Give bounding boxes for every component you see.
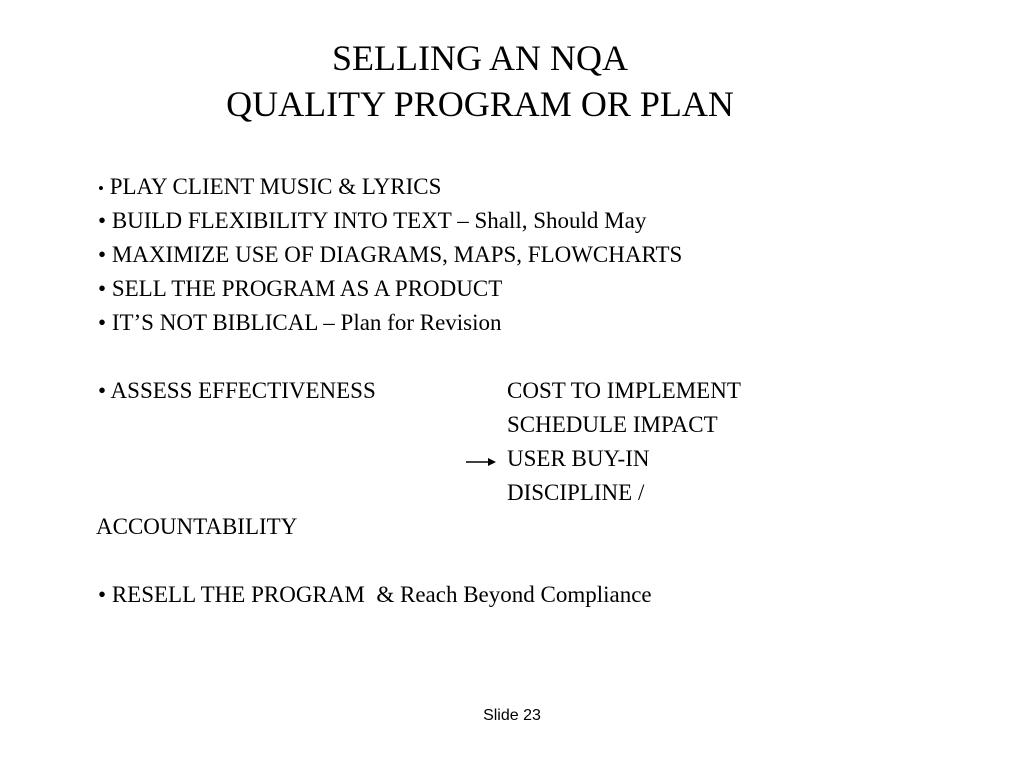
assess-item-schedule: SCHEDULE IMPACT [507,412,718,437]
bullet-item [98,240,682,270]
bullet-marker: • [98,378,107,403]
slide-title-line-1: SELLING AN NQA [332,38,628,78]
assess-item-accountability: ACCOUNTABILITY [96,514,298,539]
resell-text: RESELL THE PROGRAM [111,582,365,607]
assess-item-discipline: DISCIPLINE / [507,480,645,505]
resell-bullet [98,580,652,610]
assess-bullet [98,376,376,406]
bullet-text: BUILD FLEXIBILITY INTO TEXT [111,208,452,233]
bullet-item [98,172,441,204]
resell-tail: & Reach Beyond Compliance [376,582,652,607]
right-arrow-icon [466,456,496,468]
assess-item-buy-in: USER BUY-IN [507,446,650,471]
bullet-tail: Plan for Revision [340,310,502,335]
bullet-text: PLAY CLIENT MUSIC & LYRICS [109,174,442,199]
bullet-text: MAXIMIZE USE OF DIAGRAMS, MAPS, FLOWCHARTS [111,242,683,267]
bullet-item [98,274,502,304]
bullet-marker: • [98,208,107,233]
bullet-text: IT’S NOT BIBLICAL [111,310,318,335]
bullet-item [98,206,646,236]
bullet-marker: • [98,242,107,267]
bullet-dash: – [317,310,341,335]
bullet-text: SELL THE PROGRAM AS A PRODUCT [111,276,503,301]
slide-number: Slide 23 [483,707,541,724]
slide-title-line-2: QUALITY PROGRAM OR PLAN [226,84,734,124]
bullet-dash: – [451,208,475,233]
assess-item-cost: COST TO IMPLEMENT [507,378,741,403]
bullet-marker: • [98,276,107,301]
bullet-marker: • [98,179,104,198]
bullet-tail: Shall, Should May [474,208,647,233]
bullet-marker: • [98,582,107,607]
bullet-item [98,308,502,338]
bullet-marker: • [98,310,107,335]
assess-label: ASSESS EFFECTIVENESS [110,378,376,403]
